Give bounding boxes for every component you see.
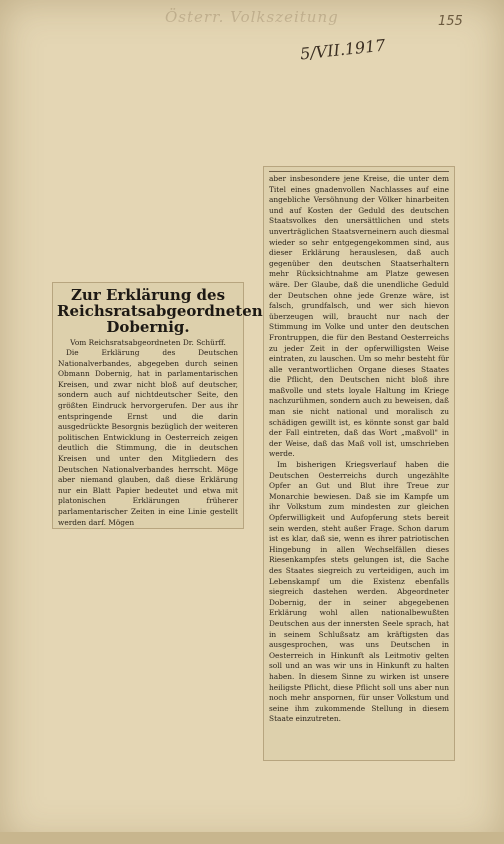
folio-number: 155 [438, 14, 463, 29]
paragraph: Im bisherigen Kriegsverlauf haben die Deutschen Oesterreichs durch ungezählte Opfer an Gut und Blut ihre Treue zur Monarchie bewiesen. Daß sie im Kampfe um ihr Volkstum zum mindesten zur gleichen Opferwilligkeit und Aufopferung stets bereit sein werden, steht außer Frage. Schon darum ist es klar, daß sie, wenn es ihrer patriotischen Hingebung in allen Wechselfällen dieses Riesenkampfes stets gelungen ist, die Sache des Staates siegreich zu verteidigen, auch im Lebenskampf um die Existenz ebenfalls siegreich dastehen werden. Abgeordneter Dobernig, der in seiner abgegebenen Erklärung wohl allen nationalbewußten Deutschen aus der innersten Seele sprach, hat in seinem Schlußsatz am kräftigsten das ausgesprochen, was uns Deutschen in Oesterreich in Hinkunft als Leitmotiv gelten soll und an was wir uns in Hinkunft zu halten haben. In diesem Sinne zu wirken ist unsere heiligste Pflicht, diese Pflicht soll uns aber nun noch mehr anspornen, für unser Volkstum und seine ihm zukommende Stellung in diesem Staate einzutreten. [269, 460, 449, 724]
top-rule [269, 171, 449, 172]
sheet-edge [0, 832, 504, 844]
paragraph: aber insbesondere jene Kreise, die unter dem Titel eines gnadenvollen Nachlasses auf eine angebliche Versöhnung der Völker hinarbeiten und auf Kosten der Geduld des deutschen Staatsvolkes den unersättlichen und stets unverträglichen Staatsverneinern auch diesmal wieder so sehr entgegengekommen sind, aus dieser Erklärung herauslesen, daß auch gegenüber den deutschen Staatserhaltern mehr Rücksichtnahme am Platze gewesen wäre. Der Glaube, daß die unendliche Geduld der Deutschen ohne jede Grenze wäre, ist falsch, grundfalsch, und wer sich hievon überzeugen will, braucht nur nach der Stimmung im Volke und unter den deutschen Frontruppen, die für den Bestand Oesterreichs zu jeder Zeit in der opferwilligsten Weise eintraten, zu lauschen. Um so mehr besteht für alle verantwortlichen Organe dieses Staates die Pflicht, den Deutschen nicht bloß ihre maßvolle und stets loyale Haltung im Kriege nachzurühmen, sondern auch zu beweisen, daß man sie nicht national und moralisch zu schädigen gewillt ist, es könnte sonst gar bald der Fall eintreten, daß das Wort „maßvoll" in der Weise, daß das Maß voll ist, umschrieben werde. [269, 174, 449, 459]
handwritten-date: 5/VII.1917 [299, 35, 387, 64]
left-column-text [58, 348, 238, 532]
right-column-text [269, 174, 449, 756]
clipping-headline: Zur Erklärung des Reichsratsabgeordneten Dobernig. [57, 286, 263, 336]
faded-masthead: Österr. Volkszeitung [165, 8, 339, 26]
right-clipping [263, 166, 455, 761]
paragraph: Die Erklärung des Deutschen Nationalverbandes, abgegeben durch seinen Obmann Dobernig, hat in parlamentarischen Kreisen, und zwar nicht bloß auf deutscher, sondern auch auf nichtdeutscher Seite, den größten Eindruck hervorgerufen. Der aus ihr entspringende Ernst und die darin ausgedrückte Besorgnis bezüglich der weiteren politischen Entwicklung in Oesterreich zeigen deutlich die Stimmung, die in deutschen Kreisen und unter den Mitgliedern des Deutschen Nationalverbandes herrscht. Möge aber niemand glauben, daß diese Erklärung nur ein Blatt Papier bedeutet und etwa mit platonischen Erklärungen früherer parlamentarischer Zeiten in eine Linie gestellt werden darf. Mögen [58, 348, 238, 527]
byline: Vom Reichsratsabgeordneten Dr. Schürff. [70, 338, 226, 347]
left-clipping [52, 282, 263, 529]
